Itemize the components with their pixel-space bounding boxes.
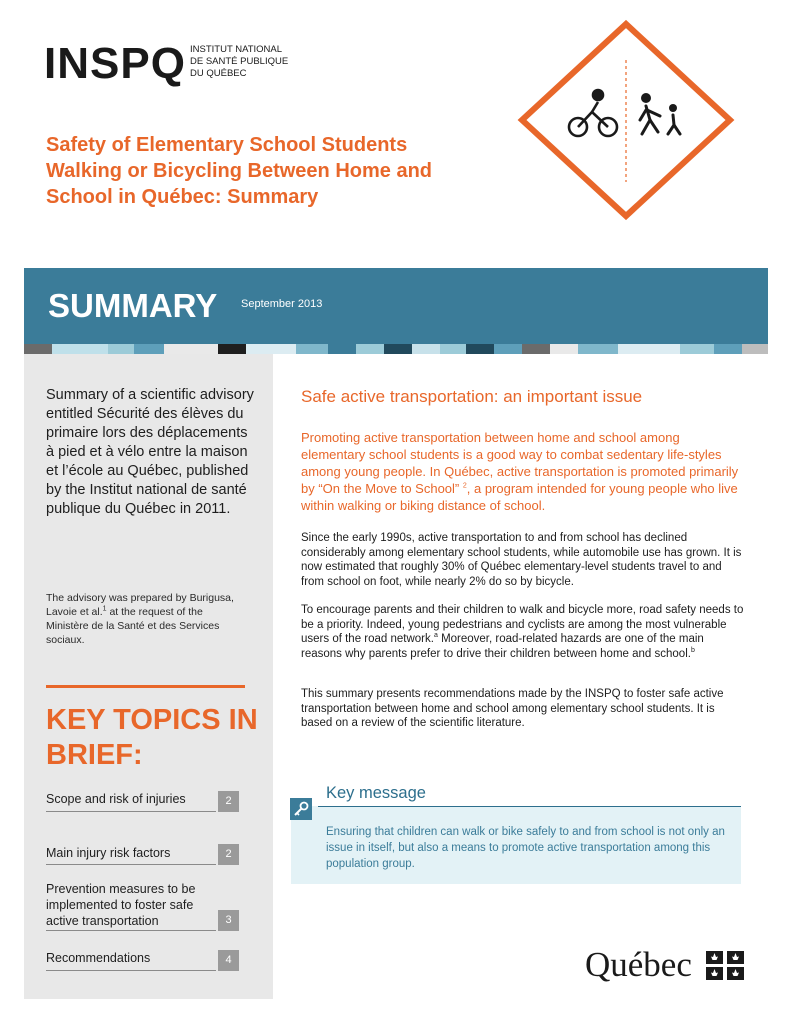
lead-paragraph bbox=[301, 429, 746, 514]
lead-text-cont: , a program intended for young people who live within walking or biking distance of school. bbox=[301, 481, 738, 513]
toc-line bbox=[46, 970, 216, 971]
toc-item[interactable] bbox=[46, 843, 239, 865]
footnote-ref: a bbox=[433, 632, 438, 640]
toc-page-number: 2 bbox=[218, 844, 239, 865]
toc-label: Prevention measures to be implemented to foster safe active transportation bbox=[46, 882, 196, 928]
toc-item[interactable] bbox=[46, 790, 239, 812]
fleur-de-lis-flag-icon bbox=[706, 951, 744, 980]
toc-label: Main injury risk factors bbox=[46, 846, 171, 860]
road-sign-graphic bbox=[470, 0, 770, 260]
toc-label: Scope and risk of injuries bbox=[46, 792, 186, 806]
color-stripe bbox=[24, 344, 768, 354]
body-paragraph: This summary presents recommendations made by the INSPQ to foster safe active transportation between home and school among elementary school students. It is based on a review of the scientific literature. bbox=[301, 688, 724, 729]
para-text: To encourage parents and their children to walk and bicycle more, road safety needs to be a priority. Indeed, young pedestrians and cyclists are among the most vulnerable users of the road network. bbox=[301, 604, 744, 645]
key-message-rule bbox=[318, 806, 741, 807]
key-topics-heading: KEY TOPICS IN BRIEF: bbox=[46, 704, 258, 771]
toc-item[interactable] bbox=[46, 950, 239, 971]
toc-line bbox=[46, 811, 216, 812]
footnote-ref: b bbox=[690, 646, 695, 654]
toc-page-number: 3 bbox=[218, 910, 239, 931]
toc-page-number: 2 bbox=[218, 791, 239, 812]
banner-title: SUMMARY bbox=[48, 287, 218, 324]
advisory-note bbox=[46, 591, 246, 647]
advisory-intro: Summary of a scientific advisory entitled Sécurité des élèves du primaire lors des déplacements à pied et à vélo entre la maison et l’école au Québec, published by the Institut national de santé publique du Québec in 2011. bbox=[46, 387, 254, 517]
toc-item[interactable] bbox=[46, 881, 239, 931]
footnote-ref: 2 bbox=[462, 482, 467, 490]
lead-text: Promoting active transportation between home and school among elementary school students is a good way to combat sedentary life-styles among young people. In Québec, active transportation is promoted primarily by “On the Move to School” bbox=[301, 430, 739, 496]
footnote-ref: 1 bbox=[102, 605, 107, 613]
toc-label: Recommendations bbox=[46, 951, 151, 965]
key-message-text: Ensuring that children can walk or bike safely to and from school is not only an issue in itself, but also a means to promote active transportation among this population group. bbox=[326, 826, 725, 870]
body-paragraph bbox=[301, 603, 746, 661]
note-text: The advisory was prepared by Burigusa, Lavoie et al. bbox=[46, 592, 234, 618]
toc-line bbox=[46, 930, 216, 931]
key-icon bbox=[290, 798, 312, 820]
key-message-title: Key message bbox=[326, 784, 426, 802]
toc-page-number: 4 bbox=[218, 950, 239, 971]
para-text-cont: Moreover, road-related hazards are one of the main reasons why parents prefer to drive their children between home and school. bbox=[301, 633, 704, 660]
publication-date: September 2013 bbox=[241, 298, 323, 310]
body-paragraph: Since the early 1990s, active transportation to and from school has declined considerably among elementary school students, while automobile use has grown. It is now estimated that roughly 30% of Québec elementary-level students travel to and from school on foot, while nearly 2% do so by bicycle. bbox=[301, 532, 742, 588]
inspq-logo-subtitle: INSTITUT NATIONAL DE SANTÉ PUBLIQUE DU QUÉBEC bbox=[190, 44, 289, 79]
divider bbox=[46, 685, 245, 688]
inspq-logo: INSPQ bbox=[44, 39, 186, 88]
toc-line bbox=[46, 864, 216, 865]
section-heading: Safe active transportation: an important issue bbox=[301, 387, 643, 406]
document-title: Safety of Elementary School Students Walking or Bicycling Between Home and School in Québec: Summary bbox=[46, 134, 432, 208]
quebec-logo: Québec bbox=[585, 945, 692, 984]
note-text-cont: at the request of the Ministère de la Santé et des Services sociaux. bbox=[46, 606, 220, 646]
